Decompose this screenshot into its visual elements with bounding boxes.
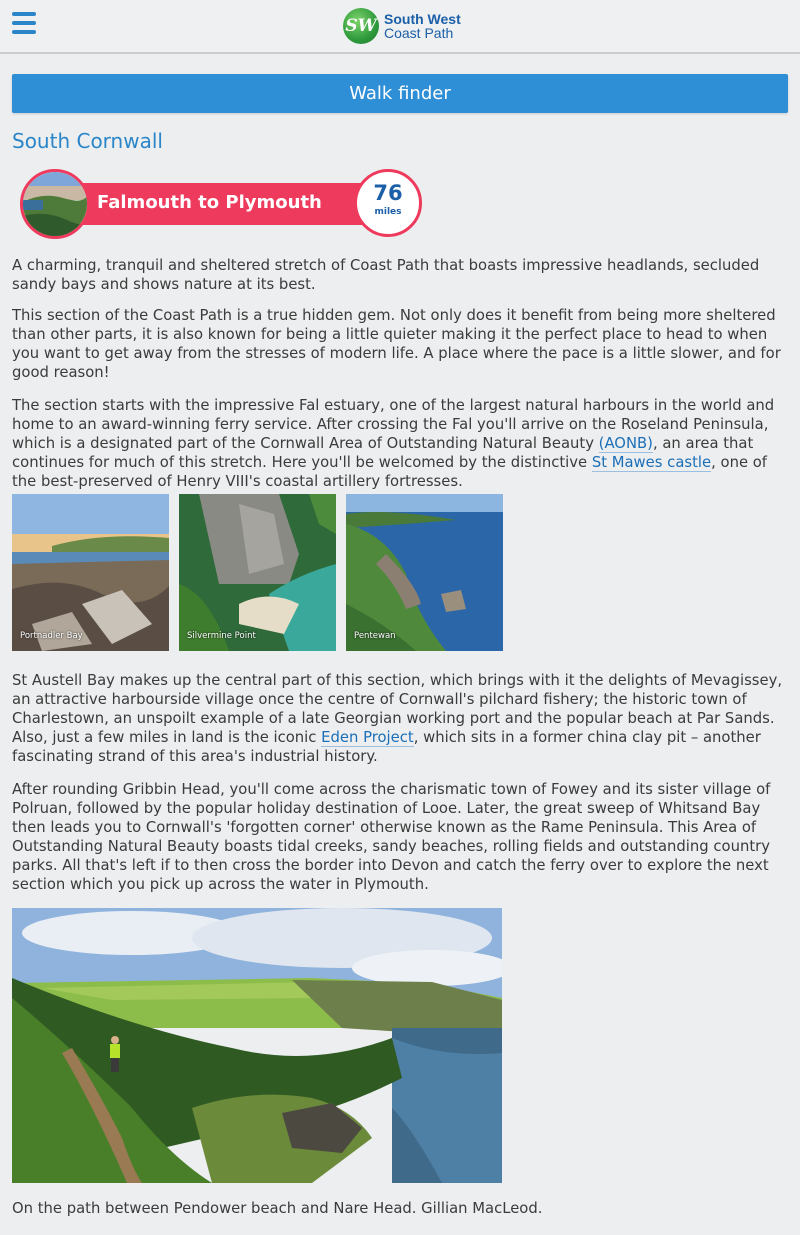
logo-mark-icon: SW bbox=[343, 8, 379, 44]
gallery-caption: Silvermine Point bbox=[187, 631, 256, 641]
region-title: South Cornwall bbox=[12, 129, 163, 153]
logo-line-1: South West bbox=[384, 11, 461, 27]
photo-gallery bbox=[12, 494, 512, 651]
gallery-caption: Portnadler Bay bbox=[20, 631, 83, 641]
route-distance-badge bbox=[354, 169, 422, 237]
eden-project-link[interactable]: Eden Project bbox=[321, 729, 414, 746]
paragraph-1: This section of the Coast Path is a true hidden gem. Not only does it benefit from being more sheltered than other parts, it is also known for being a little quieter making it the perfect place to head to when you want to get away from the stresses of modern life. A place where the pace is a little slower, and for good reason! bbox=[12, 307, 781, 381]
st-mawes-castle-link[interactable]: St Mawes castle bbox=[591, 454, 712, 471]
logo-line-2: Coast Path bbox=[384, 25, 454, 41]
gallery-item-pentewan[interactable] bbox=[346, 494, 503, 651]
top-bar bbox=[0, 0, 800, 54]
paragraph-3: St Austell Bay makes up the central part of this section, which brings with it the delights of Mevagissey, an attractive harbourside village once the centre of Cornwall's pilchard fishery; the historic town of Charlestown, an unspoilt example of a late Georgian working port and the popular beach at Par Sands. Also, just a few miles in land is the iconic Eden Project, which sits in a former china clay pit – another fascinating strand of this area's industrial history. bbox=[12, 672, 783, 765]
route-banner bbox=[20, 169, 420, 239]
route-distance-unit: miles bbox=[374, 207, 402, 217]
hamburger-menu-icon[interactable] bbox=[12, 12, 36, 34]
paragraph-4: After rounding Gribbin Head, you'll come across the charismatic town of Fowey and its sister village of Polruan, followed by the popular holiday destination of Looe. Later, the great sweep of Whitsand Bay then leads you to Cornwall's 'forgotten corner' otherwise known as the Rame Peninsula. This Area of Outstanding Natural Beauty boasts tidal creeks, sandy beaches, rolling fields and outstanding country parks. All that's left if to then cross the border into Devon and catch the ferry over to explore the next section which you pick up across the water in Plymouth. bbox=[12, 781, 771, 893]
walk-finder-button[interactable]: Walk finder bbox=[12, 74, 788, 113]
gallery-caption: Pentewan bbox=[354, 631, 396, 641]
gallery-item-portnadler-bay[interactable] bbox=[12, 494, 169, 651]
route-name: Falmouth to Plymouth bbox=[97, 192, 322, 213]
gallery-item-silvermine-point[interactable] bbox=[179, 494, 336, 651]
route-thumbnail-image bbox=[20, 169, 90, 239]
coast-path-photo bbox=[12, 908, 502, 1183]
photo-caption: On the path between Pendower beach and Nare Head. Gillian MacLeod. bbox=[12, 1200, 543, 1217]
aonb-link[interactable]: (AONB) bbox=[598, 435, 653, 452]
route-distance-value: 76 bbox=[373, 181, 403, 205]
paragraph-2: The section starts with the impressive Fal estuary, one of the largest natural harbours in the world and home to an award-winning ferry service. After crossing the Fal you'll arrive on the Roseland Peninsula, which is a designated part of the Cornwall Area of Outstanding Natural Beauty (AONB), an area that continues for much of this stretch. Here you'll be welcomed by the distinctive St Mawes castle, one of the best-preserved of Henry VIII's coastal artillery fortresses. bbox=[12, 397, 775, 490]
intro-paragraph: A charming, tranquil and sheltered stretch of Coast Path that boasts impressive headlands, secluded sandy bays and shows nature at its best. bbox=[12, 257, 760, 293]
site-logo[interactable] bbox=[343, 6, 461, 46]
